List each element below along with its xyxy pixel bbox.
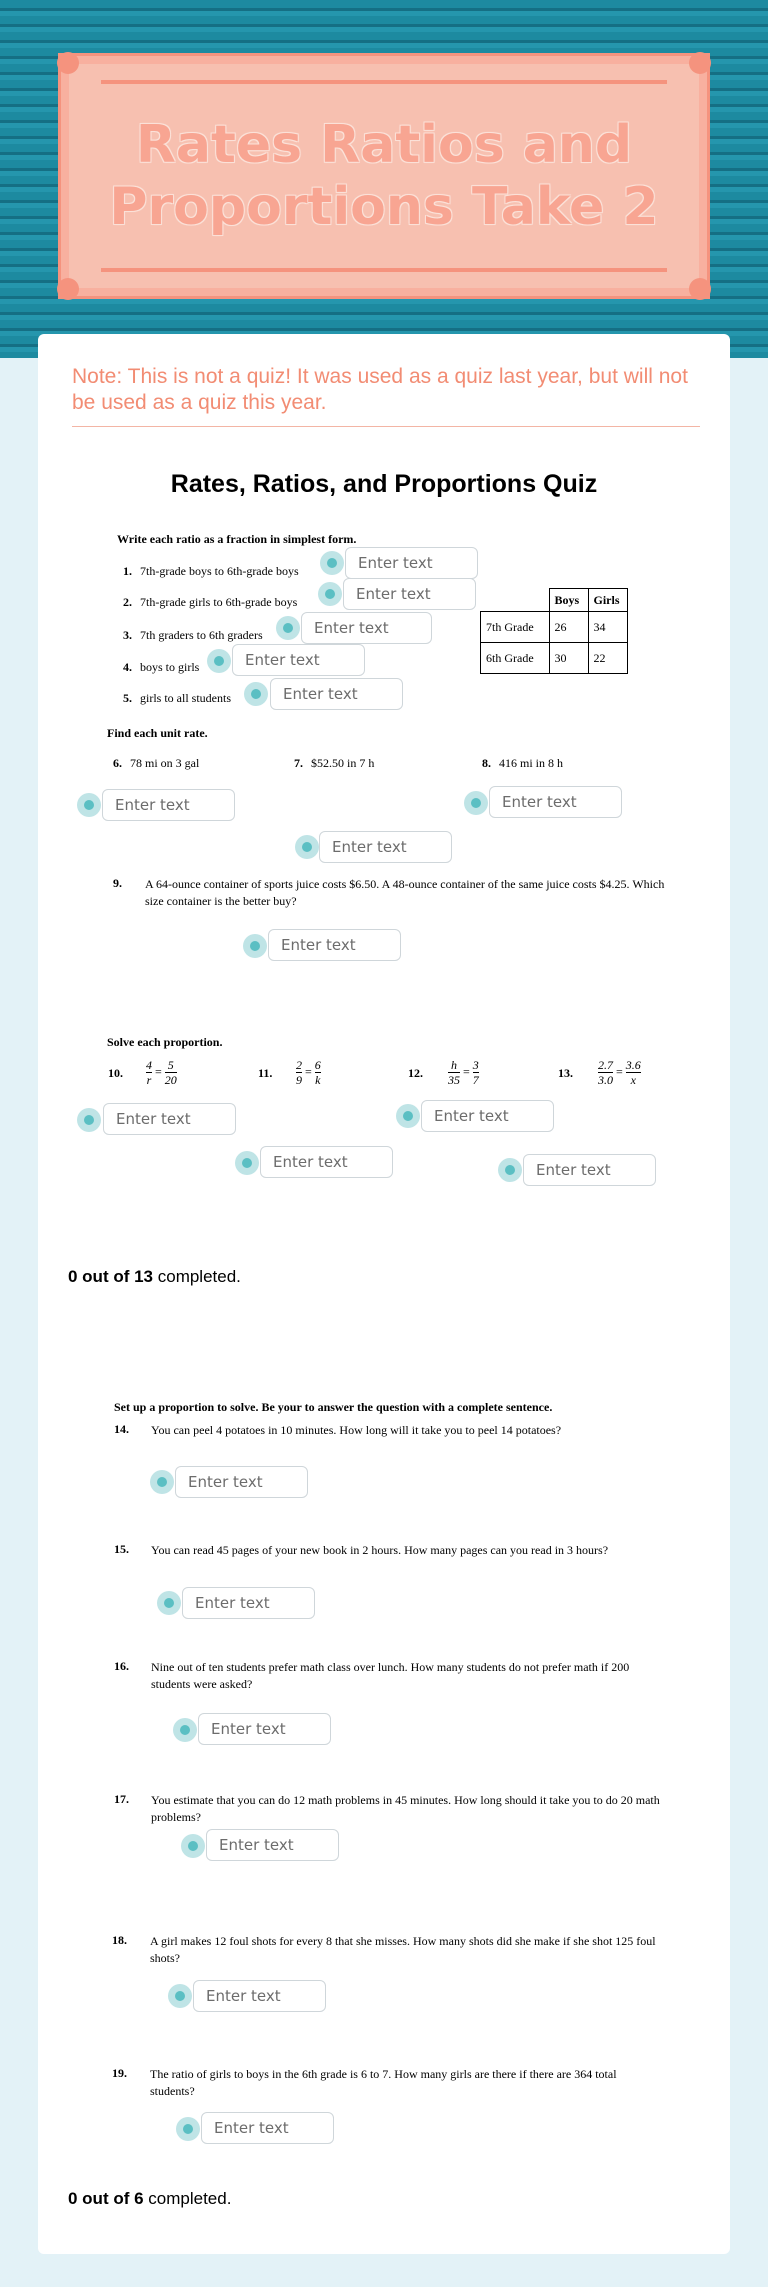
answer-marker	[498, 1158, 522, 1182]
question-number: 1.	[123, 564, 132, 578]
question-number: 5.	[123, 691, 132, 705]
question-number: 18.	[112, 1933, 127, 1947]
banner-corner	[689, 52, 711, 74]
answer-marker	[157, 1591, 181, 1615]
question-text: 78 mi on 3 gal	[130, 756, 200, 770]
progress-status	[68, 1267, 241, 1287]
table-header: Girls	[588, 589, 627, 612]
fraction-denominator: r	[146, 1073, 152, 1087]
answer-marker	[77, 1108, 101, 1132]
proportion: $\frac{2.7}{3.0}$ = $\frac{3.6}{x}$	[598, 1058, 641, 1087]
answer-input-16[interactable]: Enter text	[198, 1713, 331, 1745]
fraction-denominator: 7	[472, 1073, 479, 1087]
table-row	[481, 612, 628, 643]
answer-marker	[235, 1151, 259, 1175]
fraction-numerator: 2.7	[598, 1058, 613, 1072]
answer-input-1[interactable]: Enter text	[345, 547, 478, 579]
worksheet-title: Rates Ratios and Proportions Take 2	[109, 115, 659, 237]
question-text: 7th-grade girls to 6th-grade boys	[140, 595, 298, 609]
fraction-numerator: h	[448, 1058, 460, 1073]
banner-line	[101, 80, 667, 84]
answer-marker	[320, 551, 344, 575]
fraction-denominator: 35	[448, 1073, 460, 1087]
question-text: 7th-grade boys to 6th-grade boys	[140, 564, 299, 578]
divider	[72, 426, 700, 427]
answer-marker	[181, 1834, 205, 1858]
answer-marker	[318, 582, 342, 606]
question-text: A 64-ounce container of sports juice costs $6.50. A 48-ounce container of the same juice costs $4.25. Which size container is the better buy?	[145, 877, 665, 908]
banner-line	[101, 268, 667, 272]
answer-input-10[interactable]: Enter text	[103, 1103, 236, 1135]
fraction-numerator: 6	[314, 1058, 321, 1072]
answer-marker	[396, 1104, 420, 1128]
progress-count: 0 out of 6	[68, 2189, 144, 2208]
question-text: boys to girls	[140, 660, 200, 674]
table-cell: 30	[549, 643, 588, 674]
progress-suffix: completed.	[143, 2189, 232, 2208]
fraction-numerator: 3.6	[625, 1058, 641, 1072]
question-text: $52.50 in 7 h	[311, 756, 375, 770]
answer-input-12[interactable]: Enter text	[421, 1100, 554, 1132]
answer-marker	[150, 1470, 174, 1494]
answer-input-2[interactable]: Enter text	[343, 578, 476, 610]
answer-input-14[interactable]: Enter text	[175, 1466, 308, 1498]
banner-corner	[689, 278, 711, 300]
answer-input-7[interactable]: Enter text	[319, 831, 452, 863]
proportion: $\frac{2}{9}$ = $\frac{6}{k}$	[296, 1058, 321, 1087]
question-number: 8.	[482, 756, 491, 770]
progress-status	[68, 2189, 231, 2209]
fraction-numerator: 4	[146, 1058, 152, 1072]
question-number: 15.	[114, 1542, 129, 1556]
answer-input-15[interactable]: Enter text	[182, 1587, 315, 1619]
table-cell: 22	[588, 643, 627, 674]
answer-input-18[interactable]: Enter text	[193, 1980, 326, 2012]
question-number: 17.	[114, 1792, 129, 1806]
answer-input-6[interactable]: Enter text	[102, 789, 235, 821]
section-heading: Set up a proportion to solve. Be your to answer the question with a complete sentence.	[114, 1400, 553, 1414]
quiz-title: Rates, Ratios, and Proportions Quiz	[170, 470, 598, 498]
question-number: 14.	[114, 1422, 129, 1436]
question-text: girls to all students	[140, 691, 231, 705]
question-number: 4.	[123, 660, 132, 674]
question-number: 9.	[113, 876, 122, 890]
answer-marker	[276, 616, 300, 640]
table-cell: 34	[588, 612, 627, 643]
table-header-row	[481, 589, 628, 612]
table-cell: 7th Grade	[481, 612, 550, 643]
table-cell: 6th Grade	[481, 643, 550, 674]
answer-input-19[interactable]: Enter text	[201, 2112, 334, 2144]
question-number: 12.	[408, 1066, 423, 1080]
answer-input-17[interactable]: Enter text	[206, 1829, 339, 1861]
fraction-denominator: k	[315, 1073, 321, 1087]
table-header: Boys	[549, 589, 588, 612]
teacher-note: Note: This is not a quiz! It was used as a quiz last year, but will not be used as a quiz this year.	[72, 365, 688, 414]
answer-marker	[168, 1984, 192, 2008]
question-text: You can peel 4 potatoes in 10 minutes. How long will it take you to peel 14 potatoes?	[151, 1423, 562, 1437]
answer-marker	[77, 793, 101, 817]
table-row	[481, 643, 628, 674]
answer-marker	[244, 682, 268, 706]
answer-marker	[295, 835, 319, 859]
question-text: You can read 45 pages of your new book in 2 hours. How many pages can you read in 3 hours?	[151, 1543, 609, 1557]
fraction-denominator: 9	[296, 1073, 302, 1087]
answer-marker	[176, 2117, 200, 2141]
question-number: 11.	[258, 1066, 273, 1080]
banner-corner	[57, 278, 79, 300]
question-number: 2.	[123, 595, 132, 609]
answer-input-4[interactable]: Enter text	[232, 644, 365, 676]
fraction-numerator: 5	[165, 1058, 177, 1073]
progress-count: 0 out of 13	[68, 1267, 154, 1286]
fraction-numerator: 2	[296, 1058, 302, 1072]
section-heading: Solve each proportion.	[107, 1035, 223, 1049]
fraction-denominator: 20	[164, 1073, 177, 1087]
question-text: 416 mi in 8 h	[499, 756, 564, 770]
question-number: 13.	[558, 1066, 573, 1080]
question-text: The ratio of girls to boys in the 6th grade is 6 to 7. How many girls are there if there are 364 total students?	[150, 2067, 617, 2098]
fraction-denominator: 3.0	[598, 1073, 613, 1087]
section-heading: Write each ratio as a fraction in simplest form.	[117, 532, 357, 546]
grade-table	[480, 588, 628, 674]
question-text: You estimate that you can do 12 math problems in 45 minutes. How long should it take you to do 20 math problems?	[151, 1793, 660, 1824]
answer-marker	[464, 791, 488, 815]
answer-input-5[interactable]: Enter text	[270, 678, 403, 710]
question-number: 3.	[123, 628, 132, 642]
fraction-numerator: 3	[472, 1058, 479, 1072]
answer-input-8[interactable]: Enter text	[489, 786, 622, 818]
question-number: 7.	[294, 756, 303, 770]
title-banner	[58, 53, 710, 299]
question-number: 16.	[114, 1659, 129, 1673]
question-text: 7th graders to 6th graders	[140, 628, 263, 642]
question-number: 10.	[108, 1066, 123, 1080]
question-number: 6.	[113, 756, 122, 770]
proportion: $\frac{h}{35}$ = $\frac{3}{7}$	[448, 1058, 479, 1087]
answer-marker	[173, 1718, 197, 1742]
table-cell: 26	[549, 612, 588, 643]
answer-marker	[207, 649, 231, 673]
answer-input-3[interactable]: Enter text	[301, 612, 432, 644]
answer-marker	[243, 934, 267, 958]
fraction-denominator: x	[630, 1073, 636, 1087]
question-text: A girl makes 12 foul shots for every 8 that she misses. How many shots did she make if she shot 125 foul shots?	[150, 1934, 656, 1965]
question-text: Nine out of ten students prefer math class over lunch. How many students do not prefer math if 200 students were asked?	[151, 1660, 630, 1691]
question-number: 19.	[112, 2066, 127, 2080]
progress-suffix: completed.	[153, 1267, 241, 1286]
banner-corner	[57, 52, 79, 74]
answer-input-9[interactable]: Enter text	[268, 929, 401, 961]
proportion: $\frac{4}{r}$ = $\frac{5}{20}$	[146, 1058, 177, 1087]
answer-input-11[interactable]: Enter text	[260, 1146, 393, 1178]
section-heading: Find each unit rate.	[107, 726, 208, 740]
answer-input-13[interactable]: Enter text	[523, 1154, 656, 1186]
